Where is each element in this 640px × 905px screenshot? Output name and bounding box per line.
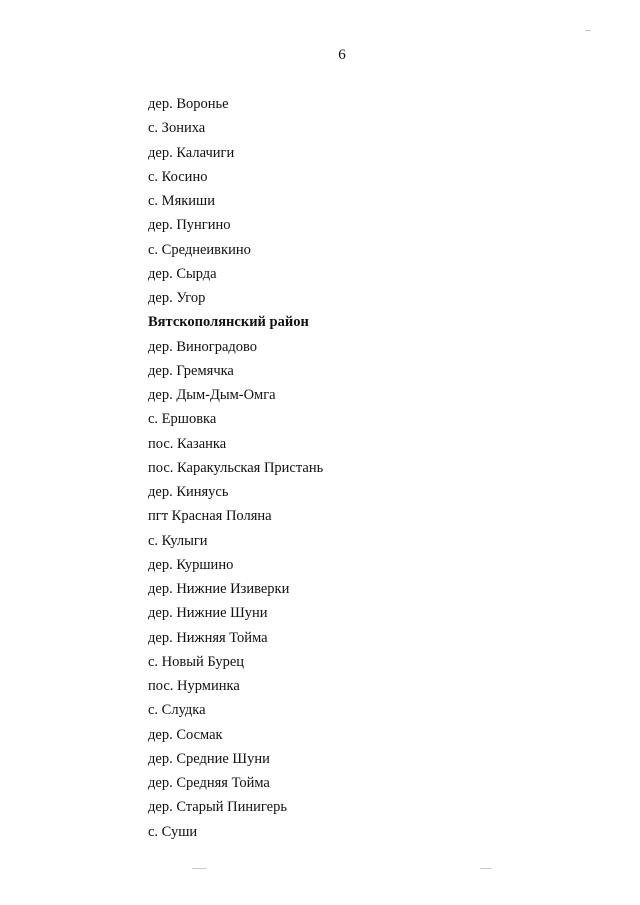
settlement-list: [148, 92, 323, 844]
settlement-entry: дер. Средняя Тойма: [148, 775, 270, 791]
scan-speck: [585, 30, 591, 31]
settlement-entry: с. Суши: [148, 823, 198, 840]
settlement-entry: пгт Красная Поляна: [148, 508, 272, 525]
scan-speck: [480, 868, 492, 869]
settlement-entry: дер. Средние Шуни: [148, 750, 270, 767]
settlement-entry: дер. Нижняя Тойма: [148, 629, 268, 646]
settlement-entry: дер. Сырда: [148, 265, 217, 282]
settlement-entry: с. Среднеивкино: [148, 241, 251, 258]
settlement-entry: дер. Виноградово: [148, 338, 258, 355]
settlement-entry: дер. Калачиги: [148, 144, 235, 161]
settlement-entry: с. Новый Бурец: [148, 653, 245, 670]
settlement-entry: дер. Киняусь: [148, 484, 229, 500]
scan-speck: [192, 868, 206, 869]
page-number: 6: [338, 47, 346, 63]
settlement-entry: с. Ершовка: [148, 411, 217, 428]
settlement-entry: дер. Нижние Изиверки: [148, 581, 290, 597]
settlement-entry: дер. Воронье: [148, 96, 229, 112]
settlement-entry: дер. Пунгино: [148, 217, 231, 234]
district-heading: Вятскополянский район: [148, 314, 309, 331]
settlement-entry: дер. Старый Пинигерь: [148, 799, 287, 816]
settlement-entry: с. Мякиши: [148, 193, 215, 209]
settlement-entry: дер. Сосмак: [148, 726, 223, 743]
settlement-entry: дер. Угор: [148, 290, 206, 306]
settlement-entry: с. Зониха: [148, 120, 206, 137]
settlement-entry: пос. Казанка: [148, 435, 227, 452]
settlement-entry: с. Косино: [148, 168, 208, 185]
settlement-entry: дер. Куршино: [148, 556, 234, 573]
settlement-entry: дер. Нижние Шуни: [148, 605, 268, 622]
settlement-entry: пос. Нурминка: [148, 678, 240, 694]
settlement-entry: дер. Дым-Дым-Омга: [148, 387, 276, 403]
settlement-entry: дер. Гремячка: [148, 362, 234, 379]
settlement-entry: с. Кулыги: [148, 532, 208, 549]
settlement-entry: пос. Каракульская Пристань: [148, 459, 324, 476]
settlement-entry: с. Слудка: [148, 702, 206, 719]
